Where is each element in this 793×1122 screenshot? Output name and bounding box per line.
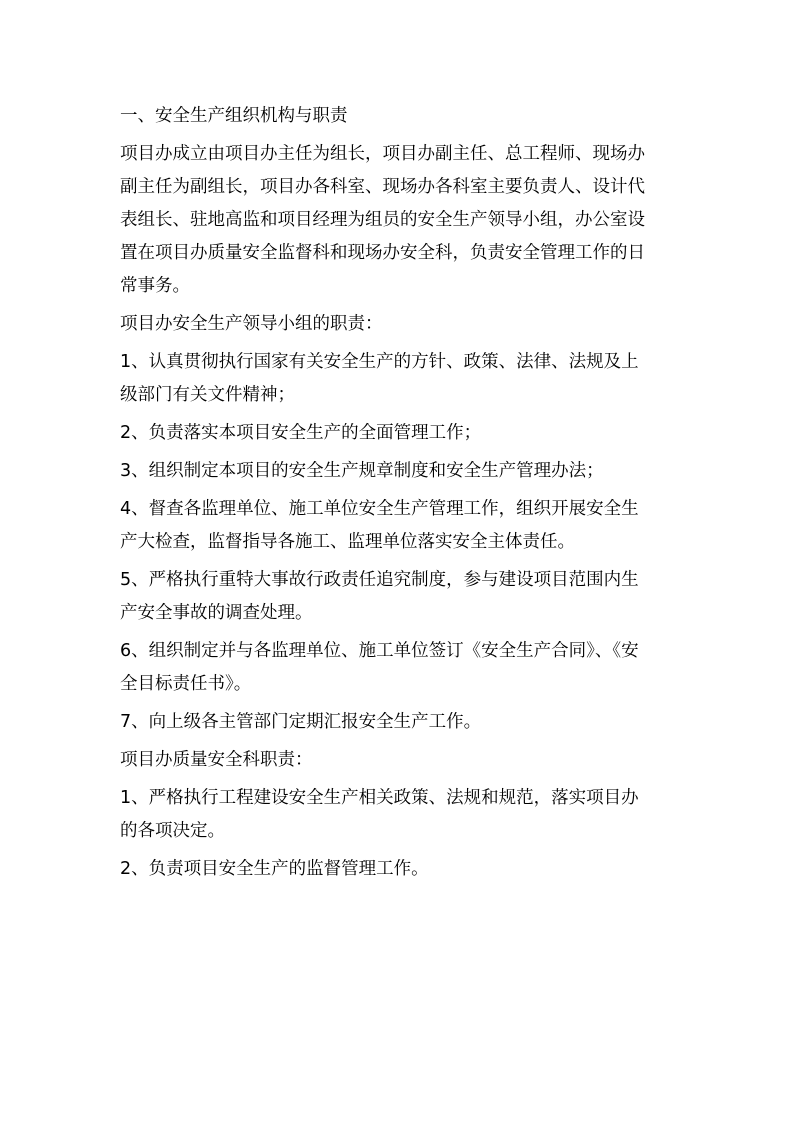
intro-line: 副主任为副组长，项目办各科室、现场办各科室主要负责人、设计代: [120, 177, 645, 197]
list-item-line: 级部门有关文件精神；: [120, 385, 295, 405]
list-item-line: 3、组织制定本项目的安全生产规章制度和安全生产管理办法；: [120, 461, 604, 481]
leadership-item-4: [120, 493, 680, 559]
list-item-line: 全目标责任书》。: [120, 674, 252, 694]
quality-item-2: [120, 853, 680, 886]
intro-line: 表组长、驻地高监和项目经理为组员的安全生产领导小组，办公室设: [120, 210, 645, 230]
leadership-item-3: [120, 455, 680, 488]
list-item-line: 4、督查各监理单位、施工单位安全生产管理工作，组织开展安全生: [120, 499, 639, 519]
quality-item-1: [120, 782, 680, 848]
list-item-line: 1、严格执行工程建设安全生产相关政策、法规和规范，落实项目办: [120, 788, 639, 808]
list-item-line: 1、认真贯彻执行国家有关安全生产的方针、政策、法律、法规及上: [120, 352, 639, 372]
leadership-item-1: [120, 346, 680, 412]
list-item-line: 5、严格执行重特大事故行政责任追究制度，参与建设项目范围内生: [120, 570, 639, 590]
intro-line: 项目办成立由项目办主任为组长，项目办副主任、总工程师、现场办: [120, 144, 645, 164]
leadership-item-7: [120, 706, 680, 739]
section-heading: 一、安全生产组织机构与职责: [120, 106, 348, 126]
leadership-item-6: [120, 635, 680, 701]
list-item-line: 产安全事故的调查处理。: [120, 603, 313, 623]
list-item-line: 产大检查，监督指导各施工、监理单位落实安全主体责任。: [120, 532, 575, 552]
leadership-item-2: [120, 417, 680, 450]
list-item-line: 2、负责落实本项目安全生产的全面管理工作；: [120, 423, 482, 443]
document-page: [120, 100, 680, 886]
quality-title: 项目办质量安全科职责：: [120, 750, 313, 770]
intro-paragraph: [120, 138, 680, 303]
leadership-item-5: [120, 564, 680, 630]
intro-line: 常事务。: [120, 276, 190, 296]
list-item-line: 2、负责项目安全生产的监督管理工作。: [120, 859, 429, 879]
leadership-title: 项目办安全生产领导小组的职责：: [120, 314, 383, 334]
list-item-line: 的各项决定。: [120, 821, 225, 841]
intro-line: 置在项目办质量安全监督科和现场办安全科，负责安全管理工作的日: [120, 243, 645, 263]
list-item-line: 7、向上级各主管部门定期汇报安全生产工作。: [120, 712, 482, 732]
list-item-line: 6、组织制定并与各监理单位、施工单位签订《安全生产合同》、《安: [120, 641, 639, 661]
